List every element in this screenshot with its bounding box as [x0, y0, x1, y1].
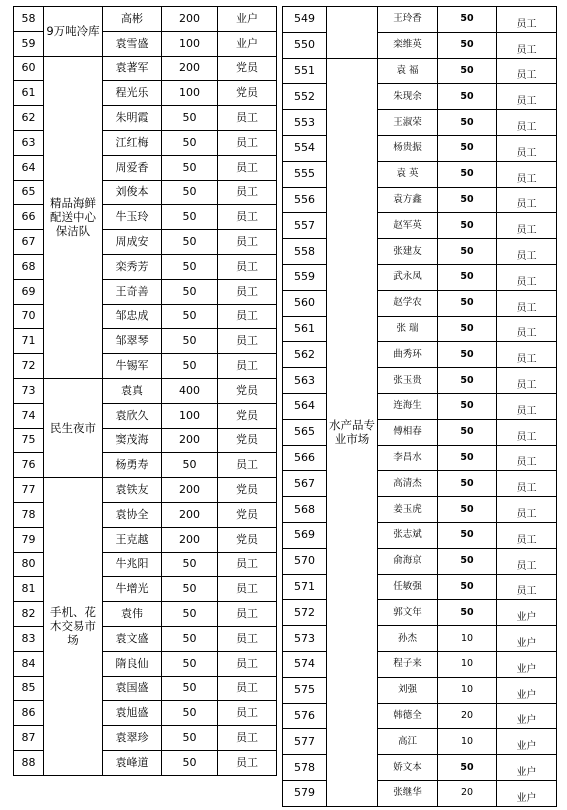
name-cell: 王奇善 [103, 279, 162, 304]
row-number-cell: 569 [283, 522, 327, 548]
amount-cell: 50 [162, 354, 218, 379]
role-cell: 员工 [497, 135, 557, 161]
name-cell: 杨勇寿 [103, 453, 162, 478]
name-cell: 袁伟 [103, 602, 162, 627]
amount-cell: 200 [162, 7, 218, 32]
row-number-cell: 571 [283, 574, 327, 600]
row-number-cell: 61 [14, 81, 44, 106]
table-row [283, 239, 557, 265]
amount-cell: 10 [438, 677, 497, 703]
role-cell: 员工 [497, 32, 557, 58]
amount-cell: 100 [162, 403, 218, 428]
role-cell: 员工 [218, 329, 277, 354]
table-row [283, 419, 557, 445]
role-cell: 党员 [218, 478, 277, 503]
amount-cell: 50 [438, 393, 497, 419]
amount-cell: 100 [162, 31, 218, 56]
role-cell: 业户 [497, 651, 557, 677]
left-table-body [14, 7, 277, 776]
row-number-cell: 75 [14, 428, 44, 453]
table-row [283, 84, 557, 110]
role-cell: 员工 [497, 471, 557, 497]
role-cell: 员工 [497, 213, 557, 239]
table-row [283, 600, 557, 626]
name-cell: 袁真 [103, 378, 162, 403]
name-cell: 牛锡军 [103, 354, 162, 379]
amount-cell: 50 [438, 316, 497, 342]
table-row [283, 755, 557, 781]
amount-cell: 50 [438, 135, 497, 161]
role-cell: 业户 [497, 677, 557, 703]
name-cell: 韩德全 [378, 703, 438, 729]
name-cell: 邹忠成 [103, 304, 162, 329]
row-number-cell: 59 [14, 31, 44, 56]
amount-cell: 200 [162, 56, 218, 81]
row-number-cell: 578 [283, 755, 327, 781]
table-row [283, 729, 557, 755]
row-number-cell: 72 [14, 354, 44, 379]
row-number-cell: 579 [283, 780, 327, 806]
row-number-cell: 76 [14, 453, 44, 478]
name-cell: 武永凤 [378, 264, 438, 290]
row-number-cell: 79 [14, 527, 44, 552]
name-cell: 张玉贵 [378, 368, 438, 394]
name-cell: 朱现余 [378, 84, 438, 110]
name-cell: 刘俊本 [103, 180, 162, 205]
role-cell: 业户 [218, 7, 277, 32]
role-cell: 员工 [218, 279, 277, 304]
amount-cell: 50 [162, 205, 218, 230]
table-row [283, 290, 557, 316]
table-row [283, 342, 557, 368]
role-cell: 党员 [218, 527, 277, 552]
amount-cell: 20 [438, 780, 497, 806]
role-cell: 员工 [497, 342, 557, 368]
role-cell: 员工 [218, 155, 277, 180]
row-number-cell: 568 [283, 497, 327, 523]
row-number-cell: 81 [14, 577, 44, 602]
name-cell: 窦茂海 [103, 428, 162, 453]
role-cell: 员工 [218, 602, 277, 627]
amount-cell: 50 [162, 626, 218, 651]
row-number-cell: 563 [283, 368, 327, 394]
amount-cell: 50 [438, 161, 497, 187]
role-cell: 员工 [218, 577, 277, 602]
table-row [283, 651, 557, 677]
row-number-cell: 564 [283, 393, 327, 419]
row-number-cell: 550 [283, 32, 327, 58]
unit-group-cell: 精品海鲜配送中心保洁队 [44, 56, 103, 378]
role-cell: 业户 [497, 703, 557, 729]
row-number-cell: 553 [283, 110, 327, 136]
amount-cell: 50 [438, 600, 497, 626]
right-donation-table [282, 6, 557, 807]
name-cell: 郭文年 [378, 600, 438, 626]
row-number-cell: 574 [283, 651, 327, 677]
role-cell: 员工 [497, 7, 557, 33]
row-number-cell: 557 [283, 213, 327, 239]
amount-cell: 50 [438, 368, 497, 394]
row-number-cell: 561 [283, 316, 327, 342]
row-number-cell: 83 [14, 626, 44, 651]
table-row [283, 7, 557, 33]
amount-cell: 100 [162, 81, 218, 106]
amount-cell: 50 [438, 110, 497, 136]
row-number-cell: 572 [283, 600, 327, 626]
table-row [283, 780, 557, 806]
table-row [283, 471, 557, 497]
amount-cell: 50 [162, 279, 218, 304]
row-number-cell: 551 [283, 58, 327, 84]
role-cell: 员工 [218, 304, 277, 329]
row-number-cell: 549 [283, 7, 327, 33]
amount-cell: 50 [162, 676, 218, 701]
name-cell: 王克越 [103, 527, 162, 552]
role-cell: 员工 [218, 106, 277, 131]
row-number-cell: 64 [14, 155, 44, 180]
row-number-cell: 82 [14, 602, 44, 627]
role-cell: 党员 [218, 56, 277, 81]
row-number-cell: 556 [283, 187, 327, 213]
amount-cell: 50 [438, 264, 497, 290]
row-number-cell: 88 [14, 750, 44, 775]
role-cell: 员工 [497, 161, 557, 187]
amount-cell: 50 [162, 552, 218, 577]
role-cell: 员工 [218, 626, 277, 651]
name-cell: 袁旭盛 [103, 701, 162, 726]
name-cell: 牛玉玲 [103, 205, 162, 230]
role-cell: 业户 [218, 31, 277, 56]
role-cell: 员工 [218, 354, 277, 379]
row-number-cell: 567 [283, 471, 327, 497]
name-cell: 朱明霞 [103, 106, 162, 131]
name-cell: 江红梅 [103, 130, 162, 155]
name-cell: 杨贵振 [378, 135, 438, 161]
name-cell: 傅相春 [378, 419, 438, 445]
name-cell: 程子来 [378, 651, 438, 677]
name-cell: 曲秀环 [378, 342, 438, 368]
row-number-cell: 78 [14, 502, 44, 527]
amount-cell: 50 [162, 651, 218, 676]
role-cell: 员工 [497, 84, 557, 110]
table-row [283, 445, 557, 471]
table-row [283, 187, 557, 213]
name-cell: 程光乐 [103, 81, 162, 106]
amount-cell: 50 [162, 254, 218, 279]
amount-cell: 20 [438, 703, 497, 729]
row-number-cell: 560 [283, 290, 327, 316]
name-cell: 王淑荣 [378, 110, 438, 136]
amount-cell: 50 [438, 58, 497, 84]
amount-cell: 50 [438, 213, 497, 239]
name-cell: 隋良仙 [103, 651, 162, 676]
amount-cell: 50 [162, 453, 218, 478]
role-cell: 员工 [497, 419, 557, 445]
name-cell: 袁 福 [378, 58, 438, 84]
role-cell: 员工 [218, 651, 277, 676]
row-number-cell: 576 [283, 703, 327, 729]
table-row [283, 110, 557, 136]
table-row [283, 213, 557, 239]
amount-cell: 50 [438, 187, 497, 213]
name-cell: 袁方鑫 [378, 187, 438, 213]
row-number-cell: 74 [14, 403, 44, 428]
name-cell: 张志斌 [378, 522, 438, 548]
role-cell: 员工 [218, 726, 277, 751]
amount-cell: 50 [162, 106, 218, 131]
name-cell: 袁雪盛 [103, 31, 162, 56]
name-cell: 袁峰道 [103, 750, 162, 775]
role-cell: 业户 [497, 755, 557, 781]
role-cell: 业户 [497, 729, 557, 755]
row-number-cell: 60 [14, 56, 44, 81]
row-number-cell: 63 [14, 130, 44, 155]
amount-cell: 200 [162, 502, 218, 527]
row-number-cell: 67 [14, 230, 44, 255]
role-cell: 员工 [497, 393, 557, 419]
name-cell: 高清杰 [378, 471, 438, 497]
table-row [14, 378, 277, 403]
table-row [283, 574, 557, 600]
amount-cell: 50 [162, 329, 218, 354]
role-cell: 党员 [218, 81, 277, 106]
amount-cell: 50 [438, 32, 497, 58]
role-cell: 党员 [218, 428, 277, 453]
role-cell: 党员 [218, 502, 277, 527]
table-row [14, 56, 277, 81]
row-number-cell: 559 [283, 264, 327, 290]
role-cell: 员工 [497, 445, 557, 471]
amount-cell: 50 [438, 548, 497, 574]
table-row [283, 393, 557, 419]
name-cell: 袁欣久 [103, 403, 162, 428]
role-cell: 员工 [218, 750, 277, 775]
row-number-cell: 573 [283, 626, 327, 652]
role-cell: 员工 [218, 453, 277, 478]
table-row [283, 626, 557, 652]
name-cell: 袁翠珍 [103, 726, 162, 751]
role-cell: 员工 [497, 58, 557, 84]
unit-group-cell: 9万吨冷库 [44, 7, 103, 57]
row-number-cell: 58 [14, 7, 44, 32]
name-cell: 刘强 [378, 677, 438, 703]
name-cell: 王玲香 [378, 7, 438, 33]
row-number-cell: 562 [283, 342, 327, 368]
unit-group-cell: 水产品专业市场 [327, 58, 378, 806]
role-cell: 员工 [218, 230, 277, 255]
table-row [283, 264, 557, 290]
table-row [283, 703, 557, 729]
amount-cell: 200 [162, 428, 218, 453]
name-cell: 袁著军 [103, 56, 162, 81]
amount-cell: 50 [162, 155, 218, 180]
amount-cell: 50 [162, 130, 218, 155]
role-cell: 员工 [497, 497, 557, 523]
role-cell: 员工 [218, 205, 277, 230]
row-number-cell: 87 [14, 726, 44, 751]
row-number-cell: 70 [14, 304, 44, 329]
role-cell: 员工 [218, 701, 277, 726]
amount-cell: 50 [162, 577, 218, 602]
name-cell: 袁协全 [103, 502, 162, 527]
name-cell: 张建友 [378, 239, 438, 265]
name-cell: 袁铁友 [103, 478, 162, 503]
name-cell: 张 瑞 [378, 316, 438, 342]
row-number-cell: 570 [283, 548, 327, 574]
name-cell: 袁文盛 [103, 626, 162, 651]
amount-cell: 50 [438, 522, 497, 548]
amount-cell: 50 [438, 239, 497, 265]
name-cell: 栾维英 [378, 32, 438, 58]
amount-cell: 200 [162, 527, 218, 552]
name-cell: 高彬 [103, 7, 162, 32]
amount-cell: 200 [162, 478, 218, 503]
amount-cell: 10 [438, 626, 497, 652]
amount-cell: 50 [162, 750, 218, 775]
role-cell: 员工 [497, 574, 557, 600]
row-number-cell: 80 [14, 552, 44, 577]
role-cell: 员工 [497, 110, 557, 136]
name-cell: 周爱香 [103, 155, 162, 180]
table-row [283, 316, 557, 342]
row-number-cell: 558 [283, 239, 327, 265]
row-number-cell: 85 [14, 676, 44, 701]
name-cell: 邹翠琴 [103, 329, 162, 354]
amount-cell: 10 [438, 651, 497, 677]
table-row [283, 497, 557, 523]
amount-cell: 50 [438, 445, 497, 471]
row-number-cell: 566 [283, 445, 327, 471]
row-number-cell: 66 [14, 205, 44, 230]
row-number-cell: 86 [14, 701, 44, 726]
table-row [283, 368, 557, 394]
table-row [283, 58, 557, 84]
table-row [283, 135, 557, 161]
row-number-cell: 555 [283, 161, 327, 187]
role-cell: 业户 [497, 780, 557, 806]
role-cell: 员工 [218, 676, 277, 701]
row-number-cell: 65 [14, 180, 44, 205]
name-cell: 高江 [378, 729, 438, 755]
name-cell: 赵学农 [378, 290, 438, 316]
name-cell: 娇文本 [378, 755, 438, 781]
role-cell: 员工 [497, 239, 557, 265]
role-cell: 员工 [497, 187, 557, 213]
amount-cell: 50 [438, 7, 497, 33]
left-donation-table [13, 6, 277, 776]
amount-cell: 50 [162, 304, 218, 329]
role-cell: 党员 [218, 403, 277, 428]
table-row [283, 548, 557, 574]
row-number-cell: 62 [14, 106, 44, 131]
row-number-cell: 554 [283, 135, 327, 161]
role-cell: 员工 [497, 316, 557, 342]
name-cell: 周成安 [103, 230, 162, 255]
role-cell: 员工 [218, 180, 277, 205]
row-number-cell: 552 [283, 84, 327, 110]
amount-cell: 50 [438, 419, 497, 445]
row-number-cell: 77 [14, 478, 44, 503]
role-cell: 业户 [497, 600, 557, 626]
row-number-cell: 565 [283, 419, 327, 445]
right-table-body [283, 7, 557, 807]
amount-cell: 50 [438, 290, 497, 316]
row-number-cell: 68 [14, 254, 44, 279]
amount-cell: 400 [162, 378, 218, 403]
amount-cell: 50 [438, 755, 497, 781]
amount-cell: 50 [162, 602, 218, 627]
amount-cell: 50 [162, 701, 218, 726]
row-number-cell: 73 [14, 378, 44, 403]
role-cell: 员工 [218, 552, 277, 577]
role-cell: 党员 [218, 378, 277, 403]
role-cell: 员工 [497, 548, 557, 574]
table-row [283, 32, 557, 58]
unit-group-cell: 民生夜市 [44, 378, 103, 477]
amount-cell: 50 [162, 230, 218, 255]
table-row [14, 7, 277, 32]
name-cell: 李昌水 [378, 445, 438, 471]
name-cell: 赵军英 [378, 213, 438, 239]
amount-cell: 50 [162, 180, 218, 205]
name-cell: 牛兆阳 [103, 552, 162, 577]
name-cell: 张继华 [378, 780, 438, 806]
table-row [14, 478, 277, 503]
role-cell: 员工 [497, 368, 557, 394]
amount-cell: 50 [438, 471, 497, 497]
row-number-cell: 575 [283, 677, 327, 703]
table-row [283, 161, 557, 187]
role-cell: 员工 [497, 264, 557, 290]
name-cell: 任敏强 [378, 574, 438, 600]
table-row [283, 522, 557, 548]
name-cell: 连海生 [378, 393, 438, 419]
row-number-cell: 577 [283, 729, 327, 755]
unit-group-cell: 手机、花木交易市场 [44, 478, 103, 776]
role-cell: 员工 [218, 254, 277, 279]
amount-cell: 50 [438, 84, 497, 110]
name-cell: 牛增光 [103, 577, 162, 602]
role-cell: 员工 [497, 522, 557, 548]
name-cell: 姜玉虎 [378, 497, 438, 523]
role-cell: 员工 [497, 290, 557, 316]
role-cell: 员工 [218, 130, 277, 155]
name-cell: 孙杰 [378, 626, 438, 652]
amount-cell: 10 [438, 729, 497, 755]
amount-cell: 50 [438, 497, 497, 523]
table-row [283, 677, 557, 703]
amount-cell: 50 [438, 342, 497, 368]
name-cell: 袁 英 [378, 161, 438, 187]
role-cell: 业户 [497, 626, 557, 652]
row-number-cell: 71 [14, 329, 44, 354]
name-cell: 俞海京 [378, 548, 438, 574]
unit-group-cell [327, 7, 378, 59]
amount-cell: 50 [438, 574, 497, 600]
name-cell: 袁国盛 [103, 676, 162, 701]
amount-cell: 50 [162, 726, 218, 751]
name-cell: 栾秀芳 [103, 254, 162, 279]
row-number-cell: 69 [14, 279, 44, 304]
row-number-cell: 84 [14, 651, 44, 676]
